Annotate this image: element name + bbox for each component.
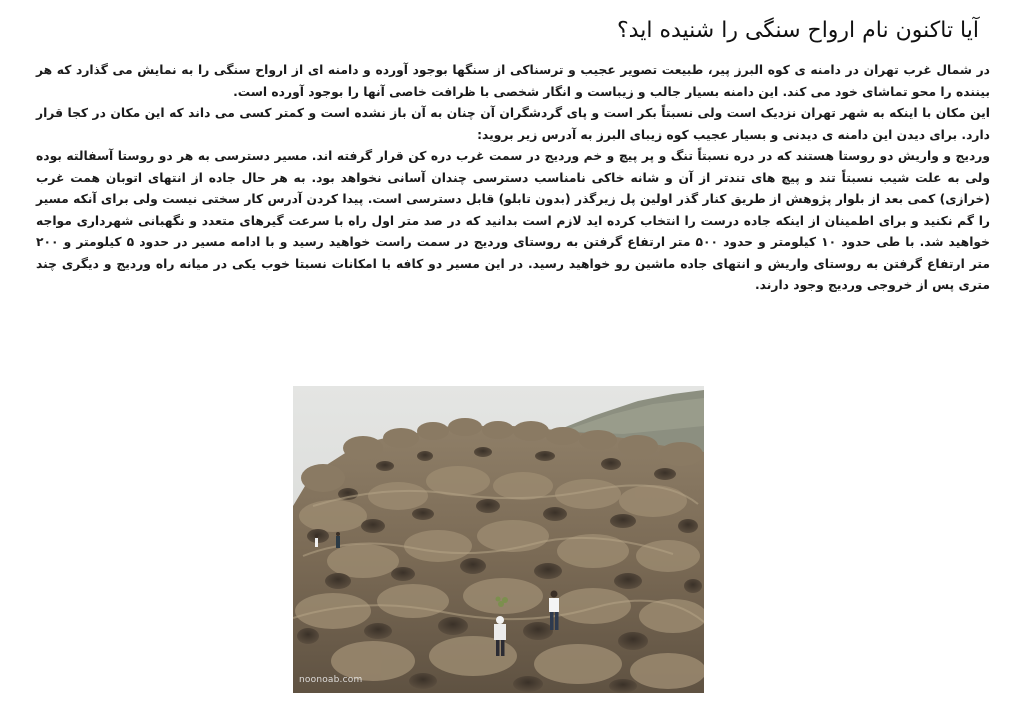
article-paragraph: در شمال غرب تهران در دامنه ی کوه البرز پیر، طبیعت تصویر عجیب و ترسناکی از سنگها بوجود آورده و دامنه ای از ارواح سنگی را به نمایش می گذارد که هر بیننده را محو تماشای خود می کند. این دامنه بسیار جالب و زیباست و انگار شخصی با ظرافت خاصی آنها را بوجود آورده است. xyxy=(36,63,990,99)
rock-formation-photo xyxy=(293,386,704,693)
photo-watermark: noonoab.com xyxy=(299,675,363,685)
article-paragraph: وردیج و واریش دو روستا هستند که در دره نسبتاً تنگ و پر پیچ و خم وردیج در سمت غرب دره کن قرار گرفته اند. مسیر دسترسی به هر دو روستا آسفالته بوده ولی به علت شیب نسبتاً تند و پیچ های تندتر از آن و شانه خاکی نامناسب دسترسی چندان آسانی نخواهد بود. به هر حال جاده از انتهای اتوبان همت غرب (خرازی) کمی بعد از بلوار پژوهش از طریق کنار گذر اولین پل زیرگذر (بدون تابلو) قابل دسترسی است. پیدا کردن آدرس کار سختی نیست ولی برای آنکه مسیر را گم نکنید و برای اطمینان از اینکه جاده درست را انتخاب کرده اید لازم است بدانید که در صد متر اول راه با سرعت گیرهای متعدد و نگهبانی شهرداری مواجه خواهید شد. با طی حدود ۱۰ کیلومتر و حدود ۵۰۰ متر ارتفاع گرفتن به روستای وردیج در سمت راست خواهید رسید و با ادامه مسیر در حدود ۵ کیلومتر و ۲۰۰ متر ارتفاع گرفتن به روستای واریش و انتهای جاده ماشین رو خواهید رسید. در این مسیر دو کافه با امکانات نسبتا خوب یکی در میانه راه وردیج و دیگری چند متری پس از خروجی وردیج وجود دارند. xyxy=(36,149,990,292)
article-title: آیا تاکنون نام ارواح سنگی را شنیده اید؟ xyxy=(616,18,979,43)
rock-formation-illustration xyxy=(293,386,704,693)
article-paragraph: این مکان با اینکه به شهر تهران نزدیک است ولی نسبتاً بکر است و پای گردشگران آن چنان به آن باز نشده است و کمتر کسی می داند که این مکان در کجا قرار دارد. برای دیدن این دامنه ی دیدنی و بسیار عجیب کوه زیبای البرز به آدرس زیر بروید: xyxy=(36,106,990,142)
article-body xyxy=(36,60,990,297)
